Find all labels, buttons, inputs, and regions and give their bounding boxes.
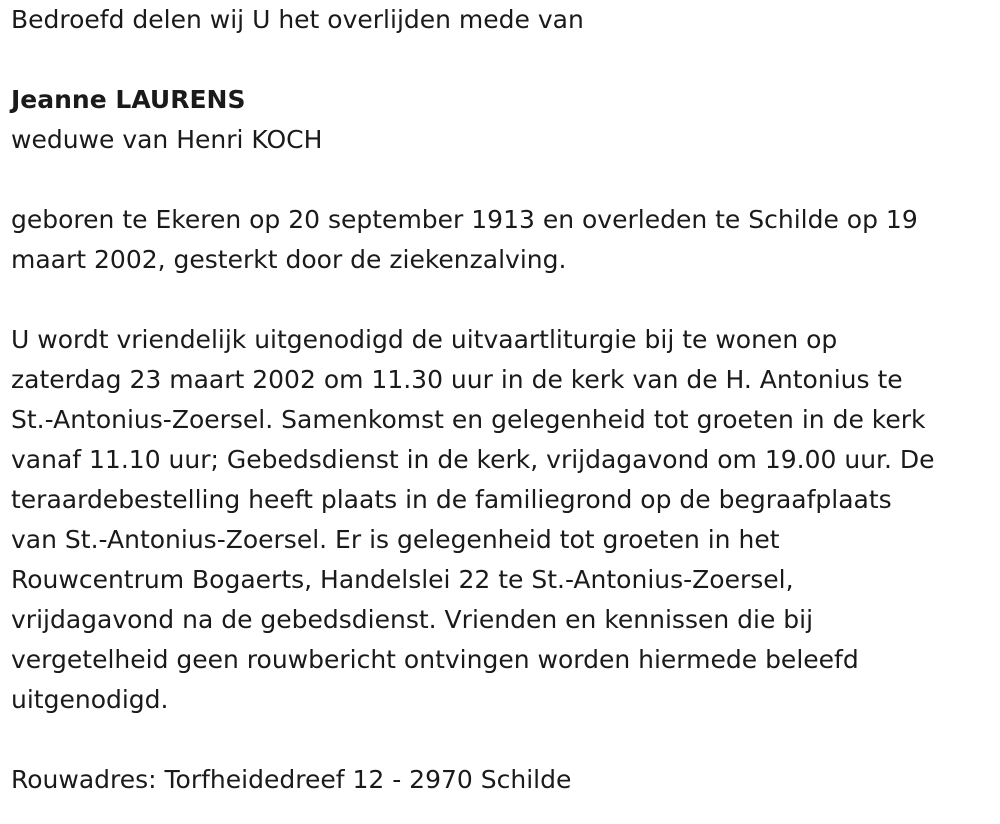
deceased-name: Jeanne LAURENS xyxy=(11,85,246,114)
paragraph-line: maart 2002, gesterkt door de ziekenzalving. xyxy=(11,245,567,274)
paragraph-line: vergetelheid geen rouwbericht ontvingen worden hiermede beleefd xyxy=(11,645,859,674)
paragraph-line: teraardebestelling heeft plaats in de familiegrond op de begraafplaats xyxy=(11,485,892,514)
paragraph-line: St.-Antonius-Zoersel. Samenkomst en gelegenheid tot groeten in de kerk xyxy=(11,405,926,434)
intro-line: Bedroefd delen wij U het overlijden mede van xyxy=(11,5,584,34)
paragraph-line: vanaf 11.10 uur; Gebedsdienst in de kerk, vrijdagavond om 19.00 uur. De xyxy=(11,445,935,474)
paragraph-line: zaterdag 23 maart 2002 om 11.30 uur in de kerk van de H. Antonius te xyxy=(11,365,903,394)
spacer xyxy=(11,40,991,80)
spacer xyxy=(11,160,991,200)
birth-death-paragraph xyxy=(11,200,991,280)
spacer xyxy=(11,280,991,320)
spacer xyxy=(11,720,991,760)
paragraph-line: van St.-Antonius-Zoersel. Er is gelegenheid tot groeten in het xyxy=(11,525,780,554)
paragraph-line: uitgenodigd. xyxy=(11,685,169,714)
paragraph-line: vrijdagavond na de gebedsdienst. Vrienden en kennissen die bij xyxy=(11,605,814,634)
paragraph-line: U wordt vriendelijk uitgenodigd de uitvaartliturgie bij te wonen op xyxy=(11,325,838,354)
paragraph-line: Rouwcentrum Bogaerts, Handelslei 22 te St.-Antonius-Zoersel, xyxy=(11,565,794,594)
mourning-address: Rouwadres: Torfheidedreef 12 - 2970 Schilde xyxy=(11,765,572,794)
deceased-relation: weduwe van Henri KOCH xyxy=(11,125,323,154)
paragraph-line: geboren te Ekeren op 20 september 1913 en overleden te Schilde op 19 xyxy=(11,205,918,234)
invitation-paragraph xyxy=(11,320,991,720)
death-notice xyxy=(11,0,991,800)
